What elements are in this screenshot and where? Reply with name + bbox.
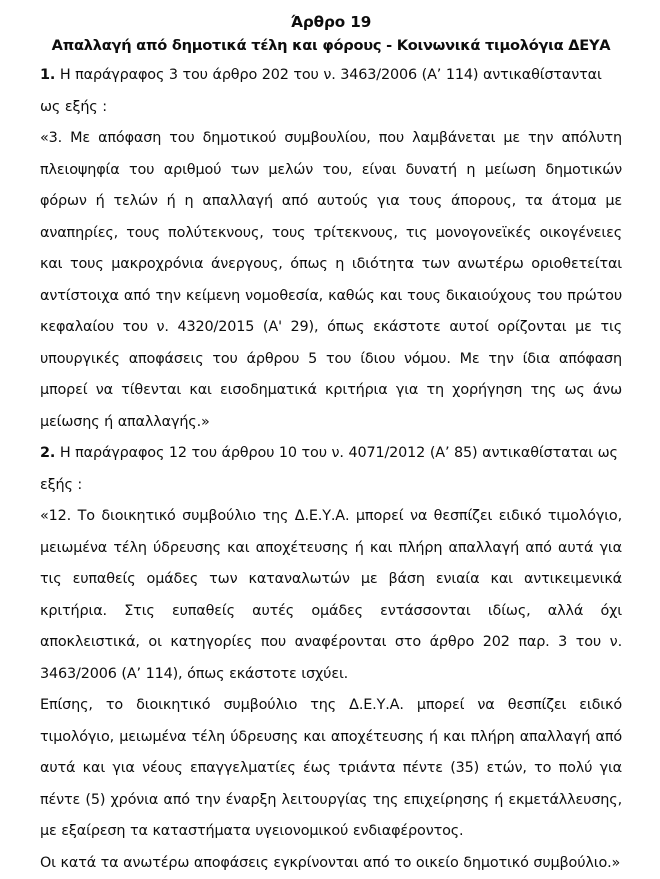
page-subtitle: Απαλλαγή από δημοτικά τέλη και φόρους - Κοινωνικά τιμολόγια ΔΕΥΑ [40, 34, 622, 58]
paragraph-1-intro [40, 60, 622, 123]
paragraph-2-quote-continued: Επίσης, το διοικητικό συμβούλιο της Δ.Ε.Υ.Α. μπορεί να θεσπίζει ειδικό τιμολόγιο, μειωμένα τέλη ύδρευσης και αποχέτευσης ή και πλήρη απαλλαγή από αυτά και για νέους επαγγελματίες έως τριάντα πέντε (35) ετών, το πολύ για πέντε (5) χρόνια από την έναρξη λειτουργίας της επιχείρησης ή εκμετάλλευσης, με εξαίρεση τα καταστήματα υγειονομικού ενδιαφέροντος. [40, 690, 622, 848]
paragraph-2-number: 2. [40, 445, 55, 461]
paragraph-2-quote: «12. Το διοικητικό συμβούλιο της Δ.Ε.Υ.Α. μπορεί να θεσπίζει ειδικό τιμολόγιο, μειωμένα τέλη ύδρευσης και αποχέτευσης ή και πλήρη απαλλαγή από αυτά για τις ευπαθείς ομάδες των καταναλωτών με βάση ενιαία και αντικειμενικά κριτήρια. Στις ευπαθείς αυτές ομάδες εντάσσονται ιδίως, αλλά όχι αποκλειστικά, οι κατηγορίες που αναφέρονται στο άρθρο 202 παρ. 3 του ν. 3463/2006 (Α’ 114), όπως εκάστοτε ισχύει. [40, 501, 622, 690]
paragraph-1-number: 1. [40, 67, 55, 83]
paragraph-2-quote-final: Οι κατά τα ανωτέρω αποφάσεις εγκρίνονται από το οικείο δημοτικό συμβούλιο.» [40, 848, 622, 879]
page-title: Άρθρο 19 [40, 11, 622, 34]
paragraph-2-intro [40, 438, 622, 501]
paragraph-1-quote: «3. Με απόφαση του δημοτικού συμβουλίου, που λαμβάνεται με την απόλυτη πλειοψηφία του αριθμού των μελών του, είναι δυνατή η μείωση δημοτικών φόρων ή τελών ή η απαλλαγή από αυτούς για τους άπορους, τα άτομα με αναπηρίες, τους πολύτεκνους, τους τρίτεκνους, τις μονογονεϊκές οικογένειες και τους μακροχρόνια άνεργους, όπως η ιδιότητα των ανωτέρω οριοθετείται αντίστοιχα από την κείμενη νομοθεσία, καθώς και τους δικαιούχους του πρώτου κεφαλαίου του ν. 4320/2015 (Α' 29), όπως εκάστοτε αυτοί ορίζονται με τις υπουργικές αποφάσεις του άρθρου 5 του ίδιου νόμου. Με την ίδια απόφαση μπορεί να τίθενται και εισοδηματικά κριτήρια για τη χορήγηση της ως άνω μείωσης ή απαλλαγής.» [40, 123, 622, 438]
paragraph-2-intro-text: Η παράγραφος 12 του άρθρου 10 του ν. 4071/2012 (Α’ 85) αντικαθίσταται ως εξής : [40, 445, 618, 493]
paragraph-1-intro-text: Η παράγραφος 3 του άρθρο 202 του ν. 3463/2006 (Α’ 114) αντικαθίστανται ως εξής : [40, 67, 602, 115]
